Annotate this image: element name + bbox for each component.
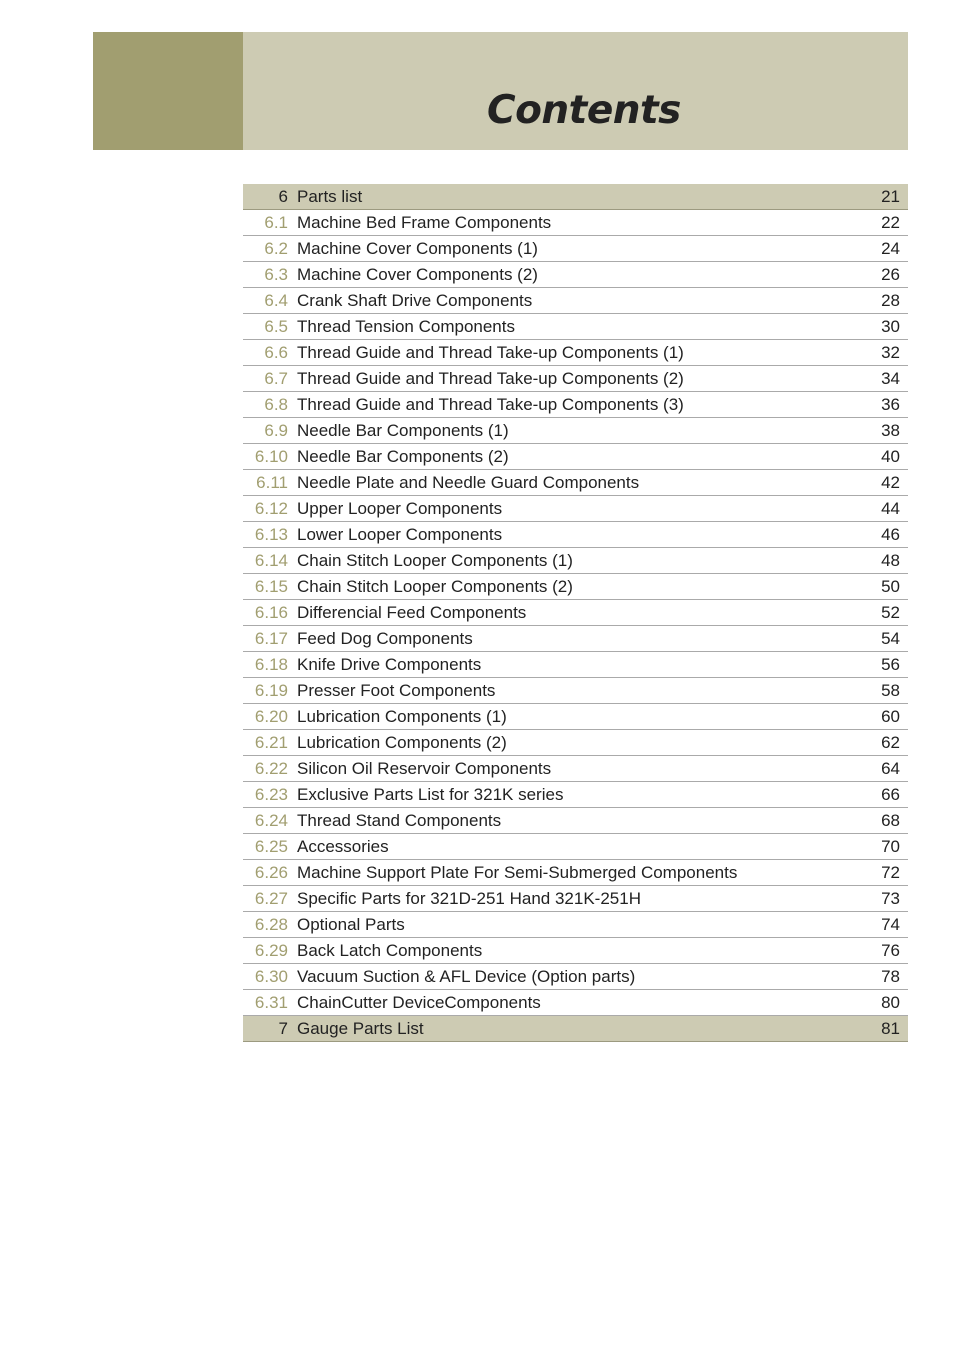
table-of-contents — [243, 184, 908, 1042]
toc-entry-row[interactable] — [243, 860, 908, 886]
toc-entry-number: 6.8 — [264, 395, 288, 414]
toc-entry-page-number: 24 — [881, 239, 900, 258]
toc-entry-page-number: 80 — [881, 993, 900, 1012]
toc-chapter-row[interactable] — [243, 1016, 908, 1042]
toc-entry-row[interactable] — [243, 470, 908, 496]
toc-entry-number: 6.19 — [254, 681, 288, 700]
toc-entry-title: Crank Shaft Drive Components — [297, 291, 533, 310]
toc-entry-number: 6.25 — [254, 837, 288, 856]
toc-entry-page-number: 68 — [881, 811, 900, 830]
toc-entry-number: 6.5 — [264, 317, 288, 336]
toc-entry-title: Machine Cover Components (2) — [297, 265, 538, 284]
toc-entry-title: Thread Guide and Thread Take-up Components (3) — [297, 395, 684, 414]
toc-entry-title: Lower Looper Components — [297, 525, 503, 544]
toc-entry-row[interactable] — [243, 990, 908, 1016]
toc-entry-row[interactable] — [243, 756, 908, 782]
toc-entry-row[interactable] — [243, 262, 908, 288]
toc-entry-number: 6.3 — [264, 265, 288, 284]
toc-entry-page-number: 81 — [881, 1019, 900, 1038]
toc-entry-title: Differencial Feed Components — [297, 603, 527, 622]
toc-entry-title: Presser Foot Components — [297, 681, 496, 700]
toc-entry-number: 6.20 — [254, 707, 288, 726]
toc-entry-row[interactable] — [243, 210, 908, 236]
toc-entry-row[interactable] — [243, 678, 908, 704]
toc-entry-title: Chain Stitch Looper Components (1) — [297, 551, 573, 570]
toc-entry-page-number: 28 — [881, 291, 900, 310]
toc-entry-page-number: 66 — [881, 785, 900, 804]
toc-entry-number: 6.22 — [254, 759, 288, 778]
toc-entry-row[interactable] — [243, 964, 908, 990]
toc-entry-title: Lubrication Components (2) — [297, 733, 507, 752]
toc-entry-row[interactable] — [243, 782, 908, 808]
toc-entry-number: 6.2 — [264, 239, 288, 258]
toc-chapter-row[interactable] — [243, 184, 908, 210]
toc-entry-number: 6.11 — [256, 473, 288, 492]
toc-entry-page-number: 21 — [881, 187, 900, 206]
toc-entry-page-number: 62 — [881, 733, 900, 752]
toc-entry-row[interactable] — [243, 938, 908, 964]
toc-entry-row[interactable] — [243, 704, 908, 730]
toc-entry-row[interactable] — [243, 574, 908, 600]
toc-entry-row[interactable] — [243, 236, 908, 262]
toc-entry-number: 6 — [278, 187, 288, 206]
toc-entry-title: Parts list — [297, 187, 363, 206]
toc-entry-number: 6.9 — [264, 421, 288, 440]
toc-entry-title: Knife Drive Components — [297, 655, 482, 674]
toc-entry-row[interactable] — [243, 288, 908, 314]
toc-entry-row[interactable] — [243, 808, 908, 834]
toc-entry-row[interactable] — [243, 730, 908, 756]
toc-entry-page-number: 50 — [881, 577, 900, 596]
toc-entry-number: 6.28 — [254, 915, 288, 934]
toc-entry-page-number: 74 — [881, 915, 900, 934]
toc-entry-number: 6.23 — [254, 785, 288, 804]
toc-entry-title: Optional Parts — [297, 915, 405, 934]
toc-entry-title: Accessories — [297, 837, 389, 856]
toc-entry-number: 6.6 — [264, 343, 288, 362]
toc-entry-title: Needle Bar Components (1) — [297, 421, 509, 440]
toc-entry-title: Lubrication Components (1) — [297, 707, 507, 726]
toc-entry-page-number: 26 — [881, 265, 900, 284]
toc-entry-row[interactable] — [243, 886, 908, 912]
toc-entry-number: 6.21 — [254, 733, 288, 752]
toc-entry-page-number: 30 — [881, 317, 900, 336]
toc-entry-page-number: 60 — [881, 707, 900, 726]
toc-entry-page-number: 48 — [881, 551, 900, 570]
toc-entry-page-number: 56 — [881, 655, 900, 674]
toc-entry-row[interactable] — [243, 496, 908, 522]
toc-entry-title: Chain Stitch Looper Components (2) — [297, 577, 573, 596]
toc-entry-title: Machine Bed Frame Components — [297, 213, 552, 232]
toc-entry-title: Thread Guide and Thread Take-up Components (2) — [297, 369, 684, 388]
toc-entry-title: Back Latch Components — [297, 941, 483, 960]
toc-entry-row[interactable] — [243, 366, 908, 392]
toc-entry-number: 6.17 — [254, 629, 288, 648]
toc-entry-number: 6.16 — [254, 603, 288, 622]
toc-entry-page-number: 32 — [881, 343, 900, 362]
toc-entry-number: 6.15 — [254, 577, 288, 596]
page-title: Contents — [487, 88, 681, 133]
toc-entry-page-number: 36 — [881, 395, 900, 414]
toc-entry-number: 6.24 — [254, 811, 288, 830]
toc-entry-page-number: 44 — [881, 499, 900, 518]
toc-entry-title: Feed Dog Components — [297, 629, 473, 648]
header-accent-block — [93, 32, 243, 150]
toc-entry-number: 6.18 — [254, 655, 288, 674]
toc-entry-title: Upper Looper Components — [297, 499, 503, 518]
toc-entry-page-number: 54 — [881, 629, 900, 648]
toc-entry-title: Exclusive Parts List for 321K series — [297, 785, 564, 804]
toc-entry-row[interactable] — [243, 626, 908, 652]
toc-entry-page-number: 73 — [881, 889, 900, 908]
toc-entry-title: Machine Cover Components (1) — [297, 239, 538, 258]
toc-entry-number: 7 — [278, 1019, 288, 1038]
toc-entry-number: 6.13 — [254, 525, 288, 544]
toc-entry-number: 6.14 — [254, 551, 288, 570]
toc-entry-title: Vacuum Suction & AFL Device (Option parts) — [297, 967, 636, 986]
toc-entry-title: Needle Plate and Needle Guard Components — [297, 473, 640, 492]
toc-entry-row[interactable] — [243, 652, 908, 678]
toc-entry-number: 6.1 — [264, 213, 288, 232]
toc-entry-number: 6.31 — [254, 993, 288, 1012]
toc-entry-number: 6.7 — [264, 369, 288, 388]
toc-entry-number: 6.27 — [254, 889, 288, 908]
toc-entry-row[interactable] — [243, 444, 908, 470]
toc-entry-title: Silicon Oil Reservoir Components — [297, 759, 552, 778]
toc-entry-page-number: 42 — [881, 473, 900, 492]
toc-entry-row[interactable] — [243, 834, 908, 860]
toc-entry-page-number: 46 — [881, 525, 900, 544]
toc-entry-number: 6.10 — [254, 447, 288, 466]
toc-entry-title: ChainCutter DeviceComponents — [297, 993, 541, 1012]
toc-entry-page-number: 78 — [881, 967, 900, 986]
toc-entry-page-number: 76 — [881, 941, 900, 960]
toc-entry-row[interactable] — [243, 340, 908, 366]
toc-entry-page-number: 52 — [881, 603, 900, 622]
toc-entry-title: Thread Tension Components — [297, 317, 515, 336]
toc-entry-number: 6.30 — [254, 967, 288, 986]
toc-entry-page-number: 22 — [881, 213, 900, 232]
toc-entry-row[interactable] — [243, 548, 908, 574]
toc-entry-title: Needle Bar Components (2) — [297, 447, 509, 466]
toc-entry-title: Specific Parts for 321D-251 Hand 321K-251H — [297, 889, 641, 908]
toc-entry-title: Machine Support Plate For Semi-Submerged Components — [297, 863, 738, 882]
toc-entry-page-number: 34 — [881, 369, 900, 388]
toc-entry-row[interactable] — [243, 522, 908, 548]
toc-entry-page-number: 72 — [881, 863, 900, 882]
toc-entry-page-number: 40 — [881, 447, 900, 466]
toc-entry-row[interactable] — [243, 912, 908, 938]
toc-entry-title: Gauge Parts List — [297, 1019, 424, 1038]
toc-entry-row[interactable] — [243, 314, 908, 340]
toc-entry-page-number: 70 — [881, 837, 900, 856]
toc-entry-number: 6.12 — [254, 499, 288, 518]
toc-entry-page-number: 38 — [881, 421, 900, 440]
toc-entry-title: Thread Guide and Thread Take-up Components (1) — [297, 343, 684, 362]
page-header — [93, 32, 908, 150]
toc-entry-page-number: 58 — [881, 681, 900, 700]
toc-entry-number: 6.29 — [254, 941, 288, 960]
toc-entry-number: 6.4 — [264, 291, 288, 310]
toc-entry-row[interactable] — [243, 392, 908, 418]
toc-entry-page-number: 64 — [881, 759, 900, 778]
toc-entry-row[interactable] — [243, 418, 908, 444]
toc-entry-row[interactable] — [243, 600, 908, 626]
toc-entry-number: 6.26 — [254, 863, 288, 882]
toc-entry-title: Thread Stand Components — [297, 811, 502, 830]
